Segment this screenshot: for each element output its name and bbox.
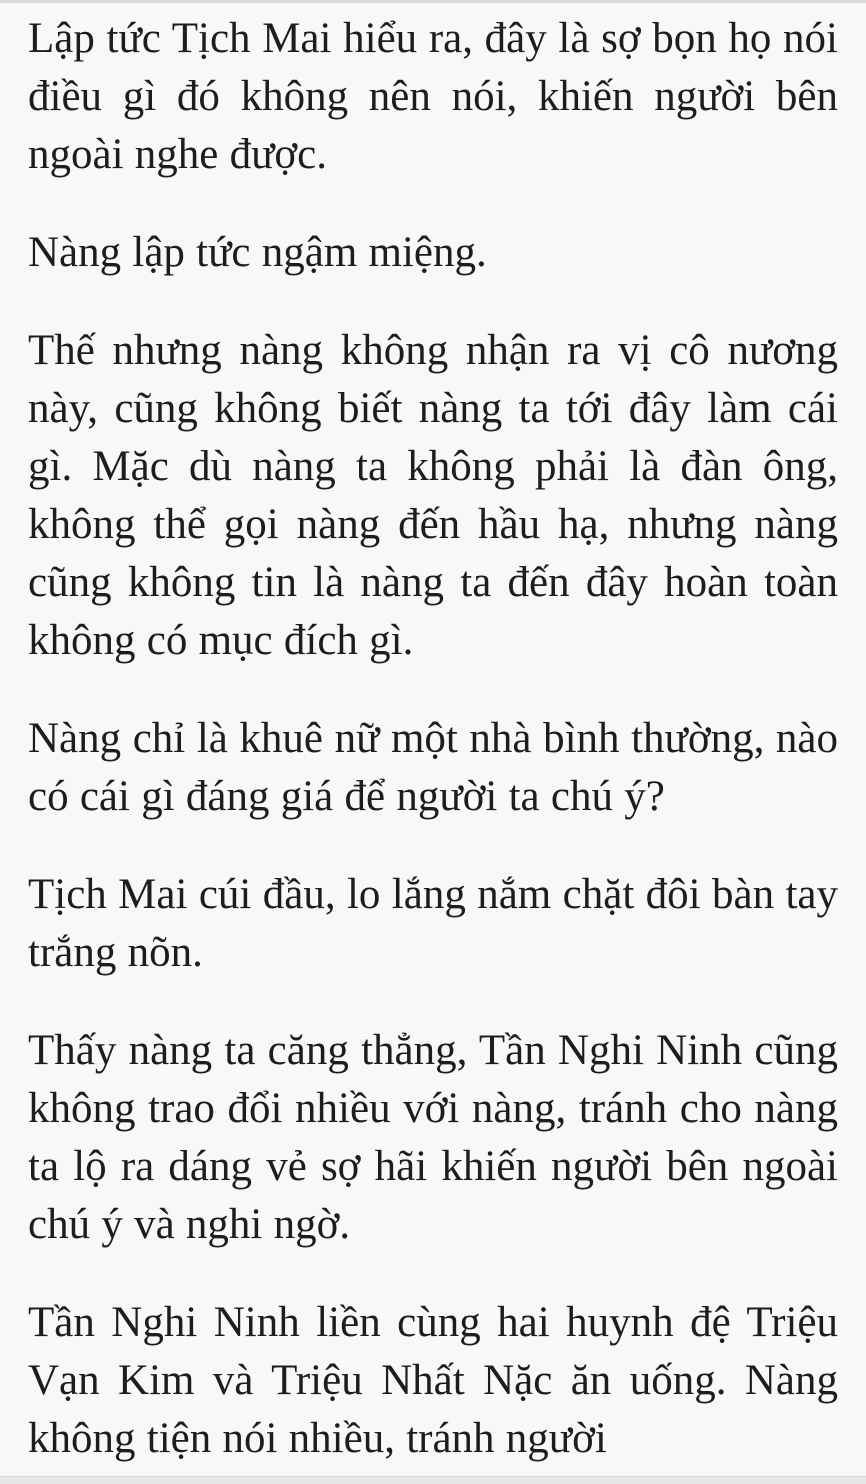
paragraph: Nàng chỉ là khuê nữ một nhà bình thường, nào có cái gì đáng giá để người ta chú ý? <box>28 715 838 820</box>
paragraph: Thấy nàng ta căng thẳng, Tần Nghi Ninh cũng không trao đổi nhiều với nàng, tránh cho nàng ta lộ ra dáng vẻ sợ hãi khiến người bên ngoài chú ý và nghi ngờ. <box>28 1027 838 1248</box>
paragraph: Thế nhưng nàng không nhận ra vị cô nương này, cũng không biết nàng ta tới đây làm cái gì. Mặc dù nàng ta không phải là đàn ông, không thể gọi nàng đến hầu hạ, nhưng nàng cũng không tin là nàng ta đến đây hoàn toàn không có mục đích gì. <box>28 327 838 664</box>
paragraph: Tịch Mai cúi đầu, lo lắng nắm chặt đôi bàn tay trắng nõn. <box>28 871 838 976</box>
bottom-edge-bar <box>0 1476 866 1484</box>
paragraph: Lập tức Tịch Mai hiểu ra, đây là sợ bọn họ nói điều gì đó không nên nói, khiến người bên ngoài nghe được. <box>28 15 838 178</box>
reader-content[interactable] <box>0 3 866 1476</box>
paragraph: Nàng lập tức ngậm miệng. <box>28 229 487 276</box>
paragraph: Tần Nghi Ninh liền cùng hai huynh đệ Triệu Vạn Kim và Triệu Nhất Nặc ăn uống. Nàng không tiện nói nhiều, tránh người <box>28 1299 838 1462</box>
